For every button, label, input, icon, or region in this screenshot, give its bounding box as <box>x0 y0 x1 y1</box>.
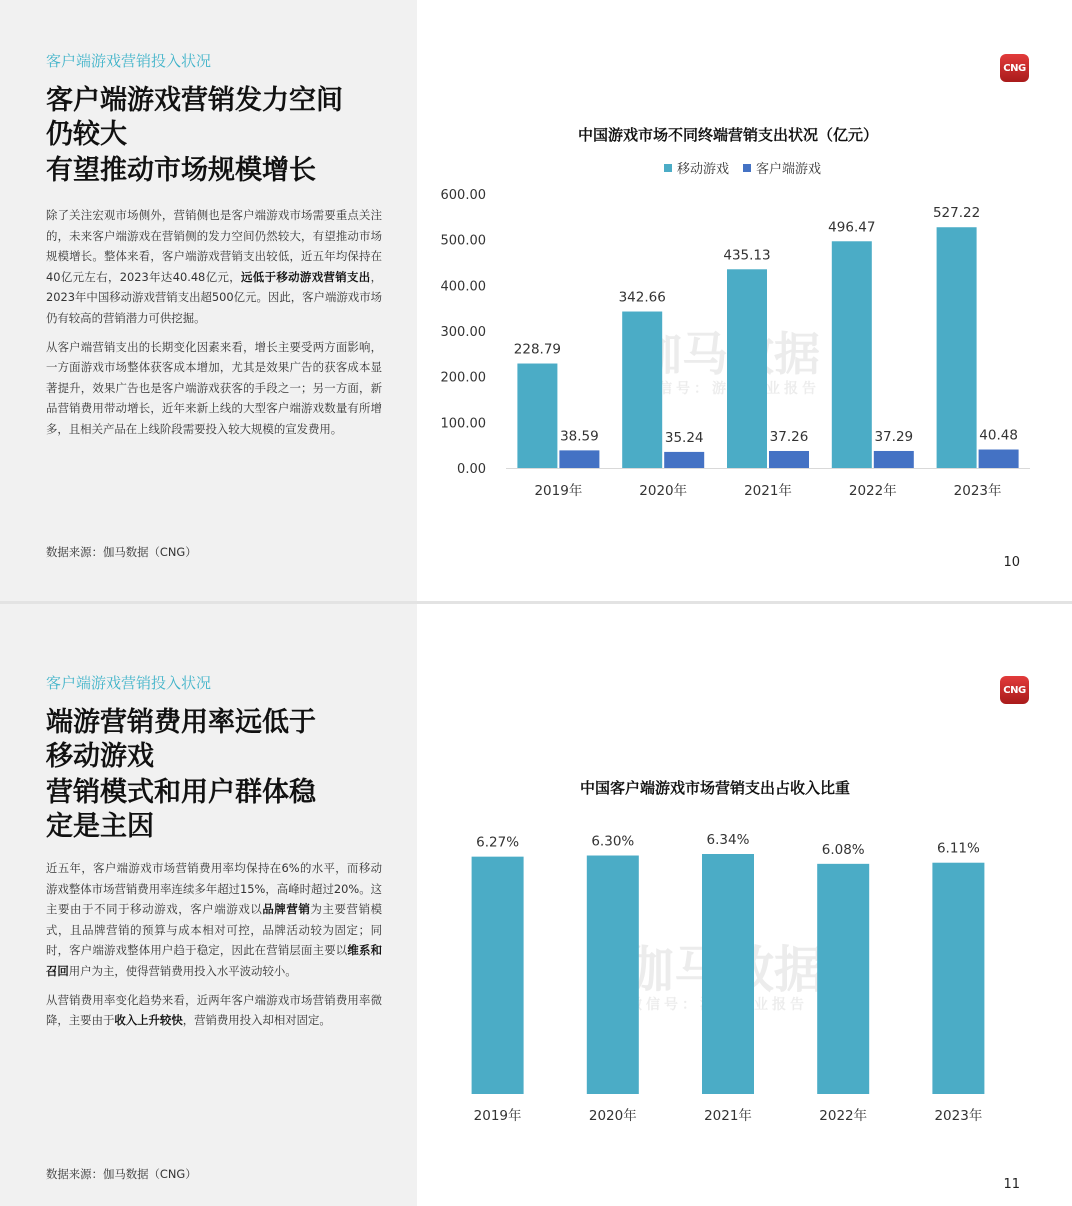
data-label: 37.29 <box>874 428 914 445</box>
data-label: 6.08% <box>821 841 865 858</box>
x-tick-label: 2022年 <box>848 483 897 499</box>
x-tick-label: 2022年 <box>819 1108 868 1124</box>
bold-text: 远低于移动游戏营销支出 <box>241 269 371 284</box>
text-panel <box>0 604 417 1206</box>
body-text <box>46 205 382 448</box>
x-tick-label: 2021年 <box>704 1108 752 1124</box>
chart-legend <box>664 158 821 177</box>
bar-mobile <box>937 227 977 468</box>
x-tick-label: 2020年 <box>639 483 688 499</box>
headline <box>46 84 386 188</box>
page-number: 11 <box>1003 1177 1020 1192</box>
x-tick-label: 2020年 <box>588 1108 637 1124</box>
bar-mobile <box>832 241 872 468</box>
bar-chart-marketing-spend <box>430 180 1050 510</box>
data-label: 40.48 <box>979 427 1018 444</box>
bar-pc <box>769 451 809 468</box>
x-tick-label: 2021年 <box>744 483 792 499</box>
text-run: 除了关注宏观市场侧外，营销侧也是客户端游戏市场需要重点关注的，未来客户端游戏在营销侧的发力空间仍然较大，有望推动市场规模增长。整体来看，客户端游戏营销支出较低，近五年均保持在40亿元左右，2023年达40.48亿元， <box>46 208 382 284</box>
data-label: 37.26 <box>769 428 809 445</box>
section-label: 客户端游戏营销投入状况 <box>46 674 212 692</box>
bar-pc <box>559 450 599 468</box>
paragraph <box>46 990 382 1031</box>
data-label: 6.30% <box>591 833 635 850</box>
bar-ratio <box>932 863 984 1094</box>
headline-line: 仍较大 <box>46 119 127 150</box>
bar-mobile <box>622 312 662 468</box>
chart-title: 中国客户端游戏市场营销支出占收入比重 <box>580 779 851 797</box>
text-run: ，2023年中国移动游戏营销支出超500亿元。因此，客户端游戏市场仍有较高的营销潜力可供挖掘。 <box>46 269 382 325</box>
text-run: 近五年，客户端游戏市场营销费用率均保持在6%的水平，而移动游戏整体市场营销费用率连续多年超过15%，高峰时超过20%。这主要由于不同于移动游戏，客户端游戏以 <box>46 861 382 917</box>
headline-line: 营销模式和用户群体稳 <box>46 777 316 808</box>
x-tick-label: 2019年 <box>534 483 583 499</box>
headline-line: 有望推动市场规模增长 <box>46 155 316 186</box>
body-text <box>46 858 382 1039</box>
bold-text: 品牌营销 <box>262 902 311 917</box>
slide-page-10 <box>0 0 1072 601</box>
paragraph <box>46 205 382 329</box>
chart-title: 中国游戏市场不同终端营销支出状况（亿元） <box>578 126 879 144</box>
legend-swatch <box>664 164 672 172</box>
data-label: 6.34% <box>706 832 750 848</box>
bar-ratio <box>702 854 754 1094</box>
y-tick-label: 600.00 <box>440 188 486 203</box>
data-label: 342.66 <box>618 289 666 306</box>
cng-logo: CNG <box>1000 54 1029 82</box>
y-tick-label: 300.00 <box>440 325 486 340</box>
paragraph <box>46 858 382 982</box>
x-tick-label: 2023年 <box>934 1108 983 1124</box>
page-number: 10 <box>1003 555 1020 570</box>
legend-label: 客户端游戏 <box>756 162 822 177</box>
bar-pc <box>874 451 914 468</box>
text-run: 从营销费用率变化趋势来看，近两年客户端游戏市场营销费用率微降，主要由于 <box>46 992 382 1028</box>
data-label: 527.22 <box>932 205 981 222</box>
y-tick-label: 100.00 <box>440 416 486 432</box>
y-tick-label: 200.00 <box>440 370 486 386</box>
bold-text: 维系和召回 <box>46 943 382 978</box>
paragraph: 从客户端营销支出的长期变化因素来看，增长主要受两方面影响，一方面游戏市场整体获客成本增加，尤其是效果广告的获客成本显著提升，效果广告也是客户端游戏获客的手段之一；另一方面，新品营销费用带动增长，近年来新上线的大型客户端游戏数量有所增多，且相关产品在上线阶段需要投入较大规模的宣发费用。 <box>46 339 382 436</box>
y-tick-label: 400.00 <box>440 279 486 295</box>
headline-line: 客户端游戏营销发力空间 <box>46 85 343 116</box>
bar-ratio <box>472 857 524 1094</box>
legend-label: 移动游戏 <box>677 162 730 177</box>
bar-ratio <box>817 864 869 1094</box>
data-source: 数据来源：伽马数据（CNG） <box>46 1167 197 1181</box>
headline-line: 定是主因 <box>46 811 154 842</box>
legend-item-pc <box>743 158 821 177</box>
data-label: 35.24 <box>664 429 704 446</box>
bar-chart-marketing-ratio <box>440 822 1040 1132</box>
data-label: 6.27% <box>476 834 520 851</box>
data-label: 496.47 <box>828 219 876 236</box>
data-label: 228.79 <box>513 341 562 358</box>
data-label: 435.13 <box>723 247 771 264</box>
text-run: ，营销费用投入却相对固定。 <box>182 1013 331 1028</box>
y-tick-label: 500.00 <box>440 233 486 249</box>
bar-mobile <box>517 364 557 468</box>
data-label: 6.11% <box>936 840 980 857</box>
text-run: 用户为主，使得营销费用投入水平波动较小。 <box>68 963 297 978</box>
bar-pc <box>664 452 704 468</box>
headline-line: 端游营销费用率远低于 <box>46 707 316 738</box>
bar-ratio <box>587 856 639 1094</box>
bold-text: 收入上升较快 <box>114 1013 183 1028</box>
headline-line: 移动游戏 <box>46 741 154 772</box>
data-label: 38.59 <box>560 428 599 445</box>
x-tick-label: 2019年 <box>473 1108 522 1124</box>
bar-pc <box>979 450 1019 468</box>
y-tick-label: 0.00 <box>457 462 486 477</box>
bar-mobile <box>727 269 767 468</box>
section-label: 客户端游戏营销投入状况 <box>46 52 212 70</box>
legend-item-mobile <box>664 158 729 177</box>
text-run: 为主要营销模式，且品牌营销的预算与成本相对可控，品牌活动较为固定；同时，客户端游戏整体用户趋于稳定，因此在营销层面主要以 <box>46 902 382 958</box>
x-tick-label: 2023年 <box>953 483 1002 499</box>
data-source: 数据来源：伽马数据（CNG） <box>46 545 197 559</box>
cng-logo: CNG <box>1000 676 1029 704</box>
legend-swatch <box>743 164 751 172</box>
headline <box>46 706 386 844</box>
text-panel <box>0 0 417 601</box>
slide-page-11 <box>0 604 1072 1206</box>
